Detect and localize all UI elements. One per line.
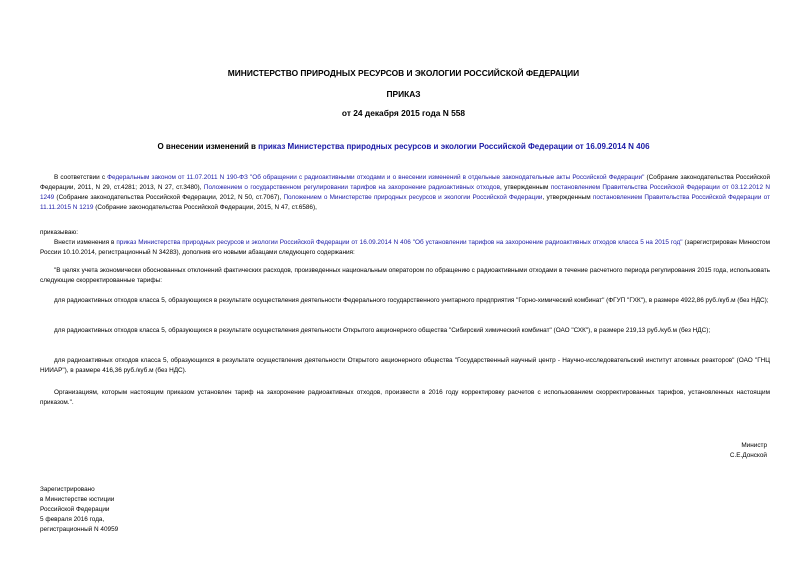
registration-line: регистрационный N 40959 [40,526,119,533]
preamble-text-3: , утвержденным [500,184,551,191]
signature-position: Министр [741,442,767,449]
order-word: приказываю: [40,229,78,236]
ministry-heading: МИНИСТЕРСТВО ПРИРОДНЫХ РЕСУРСОВ И ЭКОЛОГИИ РОССИЙСКОЙ ФЕДЕРАЦИИ [227,68,580,78]
registration-line: в Министерстве юстиции [40,496,115,503]
title-prefix: О внесении изменений в [157,142,259,151]
government-decree-1219-link[interactable]: постановлением Правительства Российской Федерации от 11.11.2015 N 1219 [40,194,770,211]
order-406-link[interactable]: приказ Министерства природных ресурсов и экологии Российской Федерации от 16.09.2014 N 406 "Об установлении тарифов на захоронение радиоактивных отходов класса 5 на 2015 год" [116,239,683,246]
document-type: ПРИКАЗ [386,89,421,99]
intro-paragraph [40,238,770,258]
preamble-text-2: (Собрание законодательства Российской Федерации, 2011, N 29, ст.4281; 2013, N 27, ст.3480), [40,174,771,191]
document-title [0,141,807,152]
intro-text-2: (зарегистрирован Минюстом России 10.10.2014, регистрационный N 34283), дополнив его новыми абзацами следующего содержания: [40,239,770,256]
paragraph-tariff-niiar: для радиоактивных отходов класса 5, образующихся в результате осуществления деятельности Открытого акционерного общества "Государственный научный центр - Научно-исследовательский институт атомных реакторов" (ОАО "ГНЦ НИИАР"), в размере 416,36 руб./куб.м (без НДС). [40,357,770,374]
tariff-regulation-link[interactable]: Положением о государственном регулировании тарифов на захоронение радиоактивных отходов [203,184,500,191]
title-amended-order-link[interactable]: приказ Министерства природных ресурсов и экологии Российской Федерации от 16.09.2014 N 406 [258,142,650,151]
paragraph-organizations: Организациям, которым настоящим приказом установлен тариф на захоронение радиоактивных отходов, произвести в 2016 году корректировку расчетов с использованием скорректированных тарифов, установленных настоящим приказом.". [40,389,770,406]
preamble-text-6: (Собрание законодательства Российской Федерации, 2015, N 47, ст.6586), [93,204,317,211]
registration-line: Российской Федерации [40,506,110,513]
registration-line: 5 февраля 2016 года, [40,516,105,523]
paragraph-tariff-skhk: для радиоактивных отходов класса 5, образующихся в результате осуществления деятельности Открытого акционерного общества "Сибирский химический комбинат" (ОАО "СХК"), в размере 219,13 руб./куб.м (без НДС); [54,327,711,334]
preamble-text-1: В соответствии с [54,174,108,181]
document-date-number: от 24 декабря 2015 года N 558 [341,108,466,118]
preamble-text-4: (Собрание законодательства Российской Федерации, 2012, N 50, ст.7067), [54,194,284,201]
preamble-text-5: , утвержденным [542,194,593,201]
ministry-regulation-link[interactable]: Положением о Министерстве природных ресурсов и экологии Российской Федерации [283,194,543,201]
preamble-paragraph [40,173,770,213]
signature-name: С.Е.Донской [729,452,767,459]
paragraph-tariff-ghk: для радиоактивных отходов класса 5, образующихся в результате осуществления деятельности Федерального государственного унитарного предприятия "Горно-химический комбинат" (ФГУП "ГХК"), в размере 4922,86 руб./куб.м (без НДС); [54,297,769,304]
paragraph-tariffs-intro: "В целях учета экономически обоснованных отклонений фактических расходов, произведенных национальным оператором по обращению с радиоактивными отходами в течение расчетного периода регулирования 2015 года, использовать следующие скорректированные тарифы: [40,267,770,284]
federal-law-link[interactable]: Федеральным законом от 11.07.2011 N 190-ФЗ "Об обращении с радиоактивными отходами и о внесении изменений в отдельные законодательные акты Российской Федерации" [107,174,645,181]
registration-block [40,485,240,535]
registration-line: Зарегистрировано [40,486,95,493]
government-decree-1249-link[interactable]: постановлением Правительства Российской Федерации от 03.12.2012 N 1249 [40,184,771,201]
intro-text-1: Внести изменения в [54,239,117,246]
